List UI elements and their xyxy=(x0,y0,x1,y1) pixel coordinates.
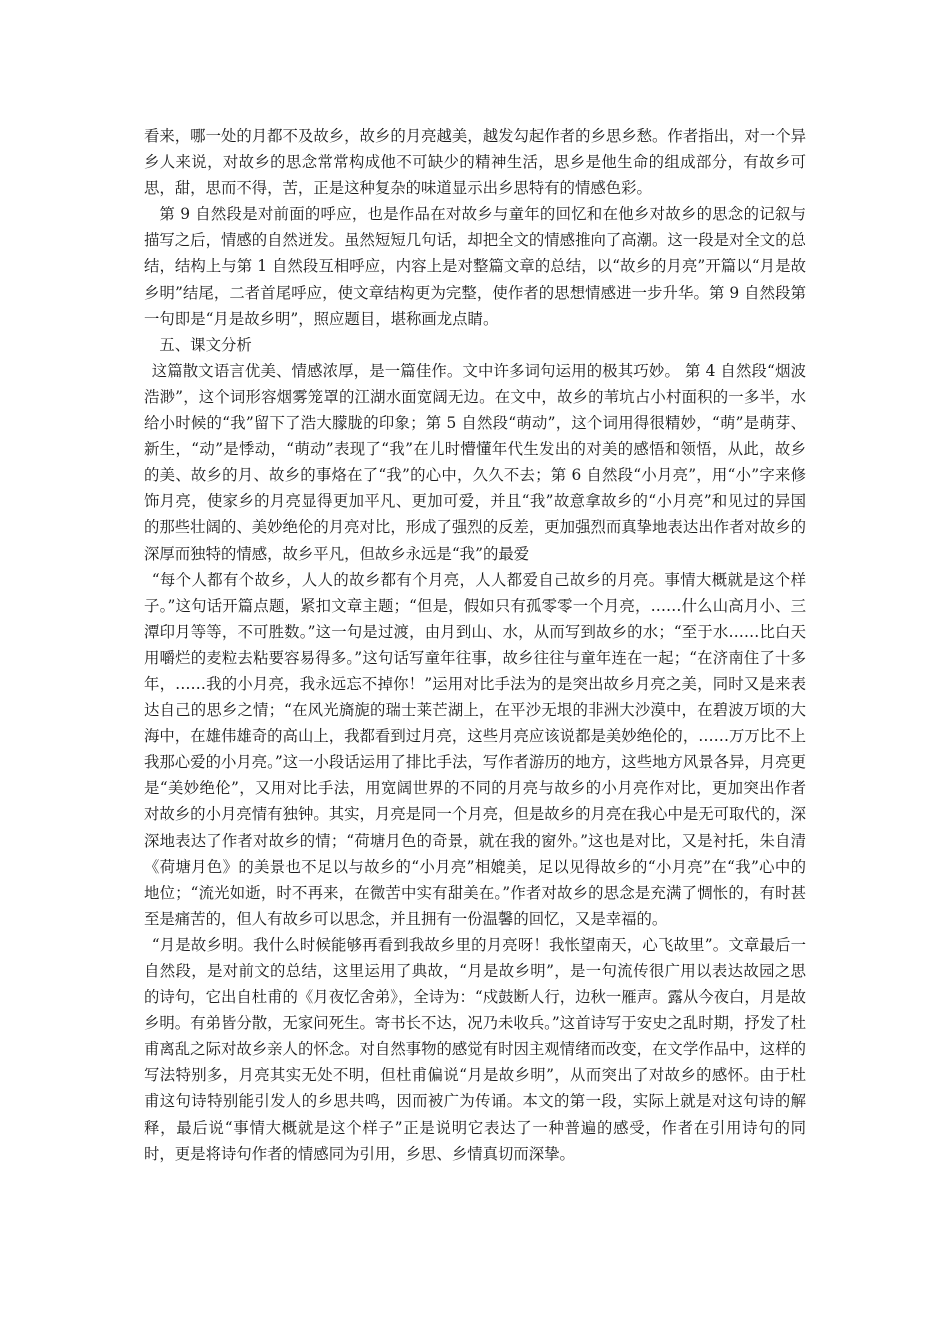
paragraph-quote-analysis: “每个人都有个故乡，人人的故乡都有个月亮，人人都爱自己故乡的月亮。事情大概就是这个样子。”这句话开篇点题，紧扣文章主题；“但是，假如只有孤零零一个月亮，……什么山高月小、三潭印月等等，不可胜数。”这一句是过渡，由月到山、水，从而写到故乡的水；“至于水……比白天用嚼烂的麦粒去粘要容易得多。”这句话写童年往事，故乡往往与童年连在一起；“在济南住了十多年，……我的小月亮，我永远忘不掉你！”运用对比手法为的是突出故乡月亮之美，同时又是来表达自己的思乡之情；“在风光旖旎的瑞士莱芒湖上，在平沙无垠的非洲大沙漠中，在碧波万顷的大海中，在雄伟雄奇的高山上，我都看到过月亮，这些月亮应该说都是美妙绝伦的，……万万比不上我那心爱的小月亮。”这一小段话运用了排比手法，写作者游历的地方，这些地方风景各异，月亮更是“美妙绝伦”，又用对比手法，用宽阔世界的不同的月亮与故乡的小月亮作对比，更加突出作者对故乡的小月亮情有独钟。其实，月亮是同一个月亮，但是故乡的月亮在我心中是无可取代的，深深地表达了作者对故乡的情；“荷塘月色的奇景，就在我的窗外。”这也是对比，又是衬托，朱自清《荷塘月色》的美景也不足以与故乡的“小月亮”相媲美，足以见得故乡的“小月亮”在“我”心中的地位；“流光如逝，时不再来，在微苦中实有甜美在。”作者对故乡的思念是充满了惆怅的，有时甚至是痛苦的，但人有故乡可以思念，并且拥有一份温馨的回忆，又是幸福的。 xyxy=(144,570,806,928)
document-body xyxy=(144,123,806,1167)
section-heading: 五、课文分析 xyxy=(159,335,252,354)
paragraph-continuation: 看来，哪一处的月都不及故乡，故乡的月亮越美，越发勾起作者的乡思乡愁。作者指出，对一个异乡人来说，对故乡的思念常常构成他不可缺少的精神生活，思乡是他生命的组成部分，有故乡可思，甜，思而不得，苦，正是这种复杂的味道显示出乡思特有的情感色彩。 xyxy=(144,127,806,198)
paragraph-conclusion: “月是故乡明。我什么时候能够再看到我故乡里的月亮呀！我怅望南天，心飞故里”。文章最后一自然段，是对前文的总结，这里运用了典故，“月是故乡明”，是一句流传很广用以表达故园之思的诗句，它出自杜甫的《月夜忆舍弟》，全诗为：“戍鼓断人行，边秋一雁声。露从今夜白，月是故乡明。有弟皆分散，无家问死生。寄书长不达，况乃未收兵。”这首诗写于安史之乱时期，抒发了杜甫离乱之际对故乡亲人的怀念。对自然事物的感觉有时因主观情绪而改变，在文学作品中，这样的写法特别多，月亮其实无处不明，但杜甫偏说“月是故乡明”，从而突出了对故乡的感怀。由于杜甫这句诗特别能引发人的乡思共鸣，因而被广为传诵。本文的第一段，实际上就是对这句诗的解释，最后说“事情大概就是这个样子”正是说明它表达了一种普遍的感受，作者在引用诗句的同时，更是将诗句作者的情感同为引用，乡思、乡情真切而深挚。 xyxy=(144,935,806,1163)
paragraph-section-9: 第 9 自然段是对前面的呼应，也是作品在对故乡与童年的回忆和在他乡对故乡的思念的记叙与描写之后，情感的自然迸发。虽然短短几句话，却把全文的情感推向了高潮。这一段是对全文的总结，结构上与第 1 自然段互相呼应，内容上是对整篇文章的总结，以“故乡的月亮”开篇以“月是故乡明”结尾，二者首尾呼应，使文章结构更为完整，使作者的思想情感进一步升华。第 9 自然段第一句即是“月是故乡明”，照应题目，堪称画龙点睛。 xyxy=(144,205,806,328)
paragraph-word-analysis: 这篇散文语言优美、情感浓厚，是一篇佳作。文中许多词句运用的极其巧妙。 第 4 自然段“烟波浩渺”，这个词形容烟雾笼罩的江湖水面宽阔无边。在文中，故乡的苇坑占小村面积的一多半，水给小时候的“我”留下了浩大朦胧的印象；第 5 自然段“萌动”，这个词用得很精妙，“萌”是萌芽、新生，“动”是悸动，“萌动”表现了“我”在儿时懵懂年代生发出的对美的感悟和领悟，从此，故乡的美、故乡的月、故乡的事烙在了“我”的心中，久久不去；第 6 自然段“小月亮”，用“小”字来修饰月亮，使家乡的月亮显得更加平凡、更加可爱，并且“我”故意拿故乡的“小月亮”和见过的异国的那些壮阔的、美妙绝伦的月亮对比，形成了强烈的反差，更加强烈而真挚地表达出作者对故乡的深厚而独特的情感，故乡平凡，但故乡永远是“我”的最爱 xyxy=(144,361,806,563)
